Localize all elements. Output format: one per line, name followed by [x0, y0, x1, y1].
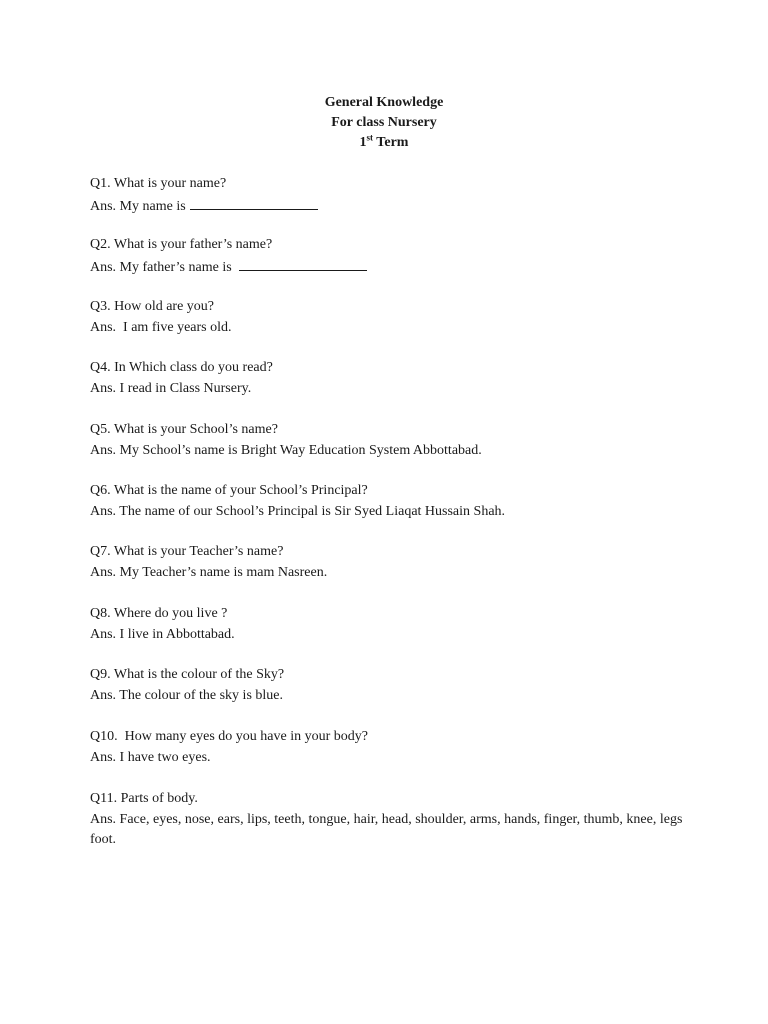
document-header: [0, 93, 768, 153]
question-block-7: [90, 542, 690, 583]
answer-text: Ans. The name of our School’s Principal is Sir Syed Liaqat Hussain Shah.: [90, 503, 506, 519]
answer-text: Ans. My Teacher’s name is mam Nasreen.: [90, 564, 328, 580]
question-block-1: [90, 174, 690, 217]
question-text: Q5. What is your School’s name?: [90, 422, 278, 437]
term-label: [0, 133, 768, 153]
question-block-5: [90, 420, 690, 461]
question-block-2: [90, 235, 690, 278]
question-block-9: [90, 665, 690, 706]
answer-text: [90, 256, 690, 279]
question-text: Q8. Where do you live ?: [90, 606, 228, 621]
question-block-6: [90, 481, 690, 522]
question-text: Q10. How many eyes do you have in your body?: [90, 729, 369, 744]
document-subtitle: For class Nursery: [331, 115, 437, 130]
question-text: Q7. What is your Teacher’s name?: [90, 544, 284, 559]
answer-text: Ans. Face, eyes, nose, ears, lips, teeth, tongue, hair, head, shoulder, arms, hands, finger, thumb, knee, legs foot.: [90, 811, 683, 847]
question-text: Q4. In Which class do you read?: [90, 360, 273, 375]
answer-blank-line[interactable]: [190, 195, 318, 210]
answer-text: [90, 195, 690, 218]
answer-prefix: Ans. My father’s name is: [90, 259, 236, 275]
answer-text: Ans. I have two eyes.: [90, 749, 211, 765]
question-block-11: [90, 789, 690, 851]
answer-text: Ans. I live in Abbottabad.: [90, 626, 235, 642]
question-block-8: [90, 604, 690, 645]
question-text: Q3. How old are you?: [90, 299, 215, 314]
answer-prefix: Ans. My name is: [90, 198, 186, 214]
question-block-3: [90, 297, 690, 338]
answer-text: Ans. I read in Class Nursery.: [90, 380, 252, 396]
question-text: Q11. Parts of body.: [90, 791, 198, 806]
answer-text: Ans. My School’s name is Bright Way Education System Abbottabad.: [90, 442, 482, 458]
term-suffix: st: [366, 132, 374, 143]
term-word: Term: [376, 135, 409, 150]
question-text: Q2. What is your father’s name?: [90, 237, 273, 252]
question-block-4: [90, 358, 690, 399]
question-text: Q1. What is your name?: [90, 176, 227, 191]
answer-text: Ans. The colour of the sky is blue.: [90, 687, 283, 703]
answer-blank-line[interactable]: [239, 256, 367, 271]
question-text: Q6. What is the name of your School’s Principal?: [90, 483, 368, 498]
term-number: 1: [359, 135, 367, 150]
question-block-10: [90, 727, 690, 768]
answer-text: Ans. I am five years old.: [90, 319, 232, 335]
document-title: General Knowledge: [324, 95, 444, 110]
question-text: Q9. What is the colour of the Sky?: [90, 667, 285, 682]
